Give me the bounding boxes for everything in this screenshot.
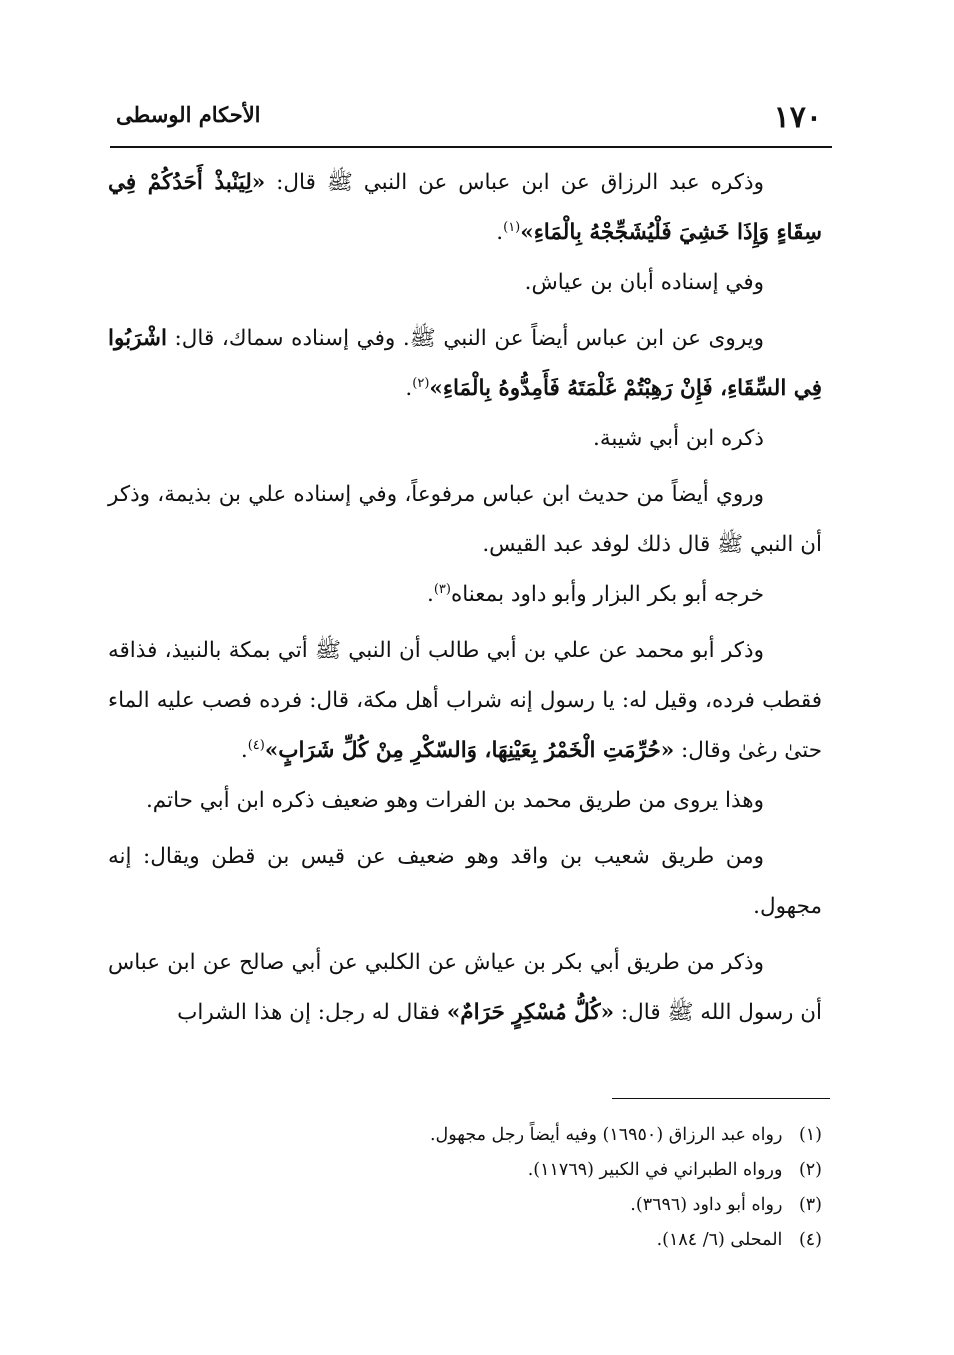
footnote-ref-2: (٢) [412, 375, 430, 391]
footnote-ref-3: (٣) [433, 581, 451, 597]
footnote-text: ورواه الطبراني في الكبير (١١٧٦٩). [527, 1160, 783, 1180]
paragraph-ibn-al-furat: وهذا يروى من طريق محمد بن الفرات وهو ضعيف ذكره ابن أبي حاتم. [145, 788, 764, 813]
footnote-text: رواه أبو داود (٣٦٩٦). [630, 1195, 783, 1215]
paragraph-text-continued: فقال له رجل: إن هذا الشراب [177, 1000, 447, 1025]
paragraph-text: وذكر من طريق أبي بكر بن عياش عن الكلبي عن أبي صالح عن ابن عباس أن رسول الله ﷺ قال: [108, 950, 822, 1025]
footnote-4 [300, 1223, 822, 1258]
page-header [108, 96, 830, 144]
footnote-number: (١) [798, 1125, 822, 1145]
book-title: الأحكام الوسطى [116, 102, 261, 127]
paragraph-ali-ibn-abi-talib [108, 626, 822, 776]
paragraph-aban: وفي إسناده أبان بن عياش. [524, 270, 764, 295]
paragraph-bazzar [108, 570, 822, 620]
paragraph-abd-al-razzaq [108, 158, 822, 258]
hadith-quote: «كُلُّ مُسْكِرٍ حَرَامٌ» [446, 1000, 615, 1025]
paragraph-shuayb: ومن طريق شعيب بن واقد وهو ضعيف عن قيس بن قطن ويقال: إنه مجهول. [108, 844, 822, 919]
footnote-ref-4: (٤) [247, 737, 265, 753]
footnote-2 [300, 1153, 822, 1188]
footnote-number: (٢) [798, 1160, 822, 1180]
header-divider [110, 146, 832, 148]
paragraph-abd-al-qays: وروي أيضاً من حديث ابن عباس مرفوعاً، وفي إسناده علي بن بذيمة، وذكر أن النبي ﷺ قال ذلك لوفد عبد القيس. [108, 482, 822, 557]
footnote-3 [300, 1188, 822, 1223]
footnote-number: (٤) [798, 1230, 822, 1250]
paragraph-end: . [426, 582, 434, 607]
paragraph-simak [108, 314, 822, 414]
footnote-divider [612, 1098, 830, 1099]
paragraph-text: خرجه أبو بكر البزار وأبو داود بمعناه [450, 582, 764, 607]
footnote-text: رواه عبد الرزاق (١٦٩٥٠) وفيه أيضاً رجل مجهول. [429, 1125, 783, 1145]
hadith-quote: «حُرِّمَتِ الْخَمْرُ بِعَيْنِهَا، وَالسّكْرِ مِنْ كُلِّ شَرَابٍ» [264, 738, 675, 763]
footnotes [300, 1118, 822, 1258]
page-number: ١٧٠ [773, 100, 822, 135]
main-text [108, 158, 822, 1038]
hadith-quote: اشْرَبُوا فِي السِّقَاءِ، فَإِنْ رَهِبْتُمْ غَلْمَتَهُ فَأَمِدُّوهُ بِالْمَاءِ» [108, 326, 822, 401]
footnote-number: (٣) [798, 1195, 822, 1215]
paragraph-end: . [496, 220, 504, 245]
paragraph-end: . [405, 376, 413, 401]
footnote-ref-1: (١) [503, 219, 521, 235]
footnote-text: المحلى (٦/ ١٨٤). [656, 1230, 783, 1250]
footnote-1 [300, 1118, 822, 1153]
paragraph-ibn-abi-shaybah: ذكره ابن أبي شيبة. [593, 426, 764, 451]
paragraph-text: ويروى عن ابن عباس أيضاً عن النبي ﷺ. وفي إسناده سماك، قال: [166, 326, 764, 351]
paragraph-abu-bakr-ibn-ayyash [108, 938, 822, 1038]
paragraph-text: وذكره عبد الرزاق عن ابن عباس عن النبي ﷺ قال: [265, 170, 764, 195]
paragraph-end: . [240, 738, 248, 763]
hadith-quote: «لِيَنْبذْ أَحَدُكُمْ فِي سِقَاءٍ وَإِذَا خَشِيَ فَلْيُشَجِّجْهُ بِالْمَاءِ» [108, 170, 822, 245]
paragraph-text: وذكر أبو محمد عن علي بن أبي طالب أن النبي ﷺ أتي بمكة بالنبيذ، فذاقه فقطب فرده، وقيل له: يا رسول إنه شراب أهل مكة، قال: فرده فصب عليه الماء حتىٰ رغىٰ وقال: [108, 638, 822, 763]
